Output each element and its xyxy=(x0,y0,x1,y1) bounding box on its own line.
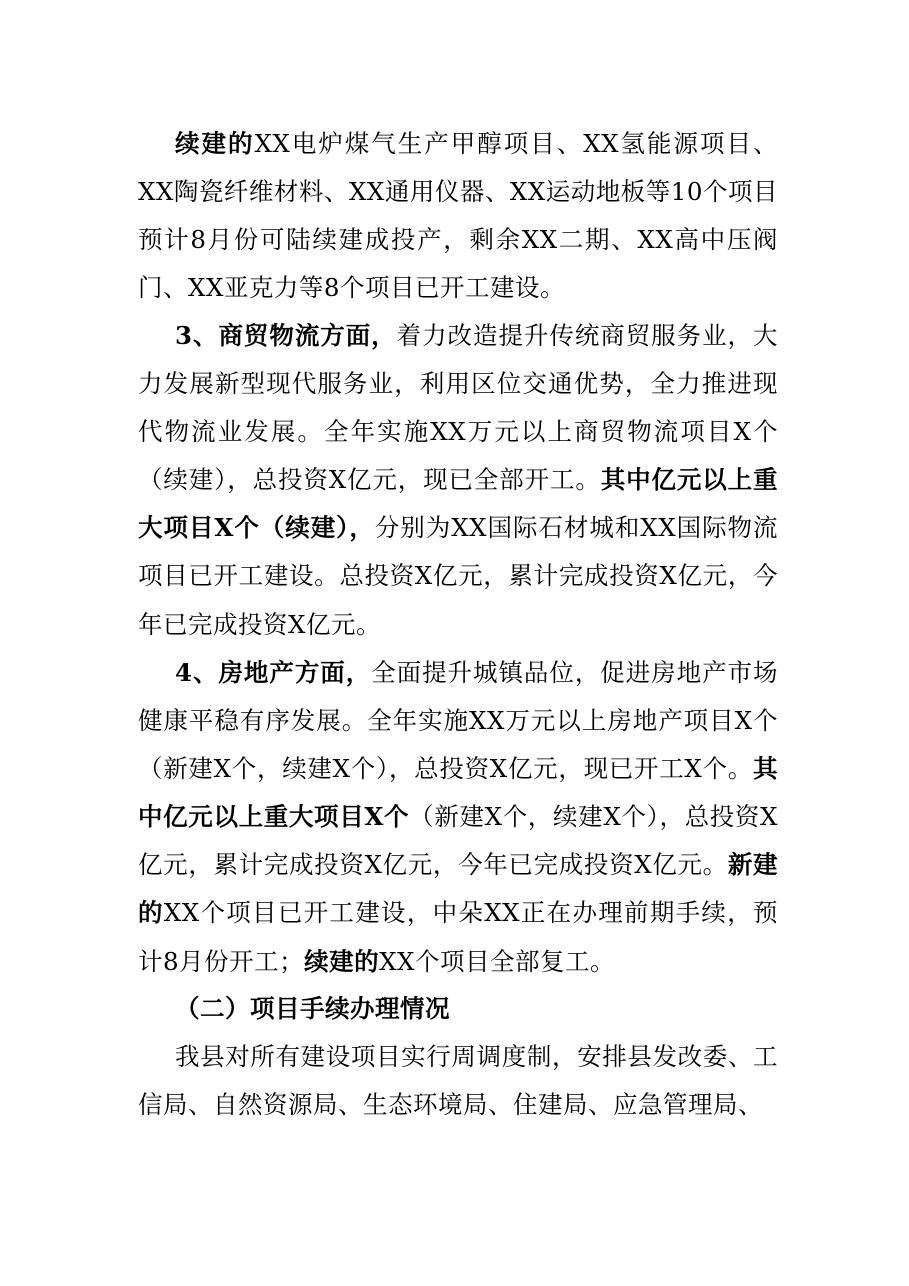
paragraph-text: 着力改造提升传统商贸服务业，大力发展新型现代服务业，利用区位交通优势，全力推进现代物流业发展。全年实施XX万元以上商贸物流项目X个（续建），总投资X亿元，现已全部开工。 xyxy=(138,321,779,495)
paragraph-emphasis-bold: 续建的 xyxy=(304,946,380,976)
paragraph-lead-bold: 续建的 xyxy=(175,129,255,158)
section-heading: （二）项目手续办理情况 xyxy=(175,994,450,1023)
paragraph-continued-projects xyxy=(138,120,778,312)
paragraph-lead-bold: 3、商贸物流方面， xyxy=(175,321,397,350)
paragraph-text: （新建X个，续建X个），总投资X亿元，累计完成投资X亿元，今年已完成投资X亿元。 xyxy=(138,802,778,880)
paragraph-emphasis-bold: 其中亿元以上重大项目X个（续建）， xyxy=(138,465,778,543)
paragraph-text: 全面提升城镇品位，促进房地产市场健康平稳有序发展。全年实施XX万元以上房地产项目X个（新建X个，续建X个），总投资X亿元，现已开工X个。 xyxy=(138,658,779,784)
paragraph-real-estate xyxy=(138,649,778,986)
paragraph-text: XX个项目已开工建设，中朵XX正在办理前期手续，预计8月份开工； xyxy=(138,898,779,976)
paragraph-text: XX个项目全部复工。 xyxy=(379,946,615,976)
paragraph-text: 分别为XX国际石材城和XX国际物流项目已开工建设。总投资X亿元，累计完成投资X亿元，今年已完成投资X亿元。 xyxy=(138,513,778,639)
paragraph-lead-bold: 4、房地产方面， xyxy=(175,658,372,687)
paragraph-emphasis-bold: 新建的 xyxy=(138,850,778,928)
paragraph-emphasis-bold: 其中亿元以上重大项目X个 xyxy=(138,754,778,832)
paragraph-text: XX电炉煤气生产甲醇项目、XX氢能源项目、XX陶瓷纤维材料、XX通用仪器、XX运动地板等10个项目预计8月份可陆续建成投产，剩余XX二期、XX高中压阀门、XX亚克力等8个项目已开工建设。 xyxy=(138,129,778,303)
paragraph-procedures xyxy=(138,1033,778,1129)
paragraph-text: 我县对所有建设项目实行周调度制，安排县发改委、工信局、自然资源局、生态环境局、住建局、应急管理局、 xyxy=(138,1042,778,1120)
paragraph-commerce-logistics xyxy=(138,312,778,649)
